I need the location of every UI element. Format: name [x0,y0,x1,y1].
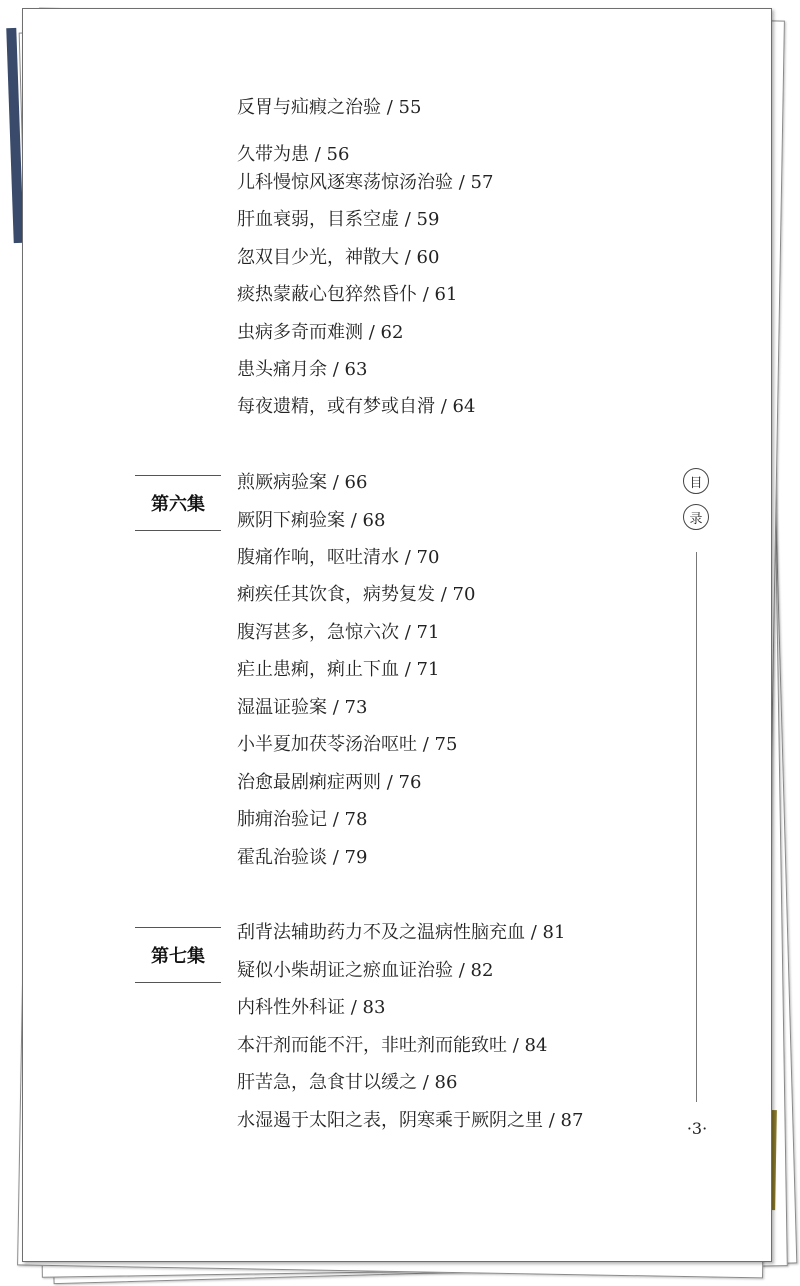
toc-entry[interactable]: 煎厥病验案 / 66 [237,472,368,493]
toc-entry[interactable]: 霍乱治验谈 / 79 [237,847,368,868]
toc-entry[interactable]: 儿科慢惊风逐寒荡惊汤治验 / 57 [237,172,494,193]
toc-entry[interactable]: 疑似小柴胡证之瘀血证治验 / 82 [237,960,494,981]
toc-marker-char: 录 [683,504,709,530]
toc-entry[interactable]: 痢疾任其饮食，病势复发 / 70 [237,584,476,605]
toc-entry[interactable]: 本汗剂而能不汗，非吐剂而能致吐 / 84 [237,1035,548,1056]
toc-entry[interactable]: 肝苦急，急食甘以缓之 / 86 [237,1072,458,1093]
toc-entry[interactable]: 内科性外科证 / 83 [237,997,386,1018]
toc-entry[interactable]: 水湿遏于太阳之表，阴寒乘于厥阴之里 / 87 [237,1110,584,1131]
toc-entry[interactable]: 腹痛作响，呕吐清水 / 70 [237,547,440,568]
toc-entry[interactable]: 久带为患 / 56 [237,144,350,165]
toc-entry[interactable]: 患头痛月余 / 63 [237,359,368,380]
section-heading-7: 第七集 [135,927,221,983]
toc-entry[interactable]: 反胃与疝瘕之治验 / 55 [237,97,422,118]
toc-page [22,8,772,1262]
section-heading-6: 第六集 [135,475,221,531]
toc-entry[interactable]: 每夜遗精，或有梦或自滑 / 64 [237,396,476,417]
toc-entry[interactable]: 腹泻甚多，急惊六次 / 71 [237,622,440,643]
vertical-rule [696,552,697,1102]
toc-entry[interactable]: 疟止患痢，痢止下血 / 71 [237,659,440,680]
toc-entry[interactable]: 痰热蒙蔽心包猝然昏仆 / 61 [237,284,458,305]
toc-entry[interactable]: 肺痈治验记 / 78 [237,809,368,830]
toc-entry[interactable]: 肝血衰弱，目系空虚 / 59 [237,209,440,230]
toc-entry[interactable]: 治愈最剧痢症两则 / 76 [237,772,422,793]
toc-entry[interactable]: 湿温证验案 / 73 [237,697,368,718]
toc-entry[interactable]: 厥阴下痢验案 / 68 [237,510,386,531]
toc-marker-char: 目 [683,468,709,494]
toc-entry[interactable]: 刮背法辅助药力不及之温病性脑充血 / 81 [237,922,566,943]
toc-entry[interactable]: 虫病多奇而难测 / 62 [237,322,404,343]
toc-entry[interactable]: 小半夏加茯苓汤治呕吐 / 75 [237,734,458,755]
page-number: ·3· [686,1119,708,1138]
toc-entry[interactable]: 忽双目少光，神散大 / 60 [237,247,440,268]
